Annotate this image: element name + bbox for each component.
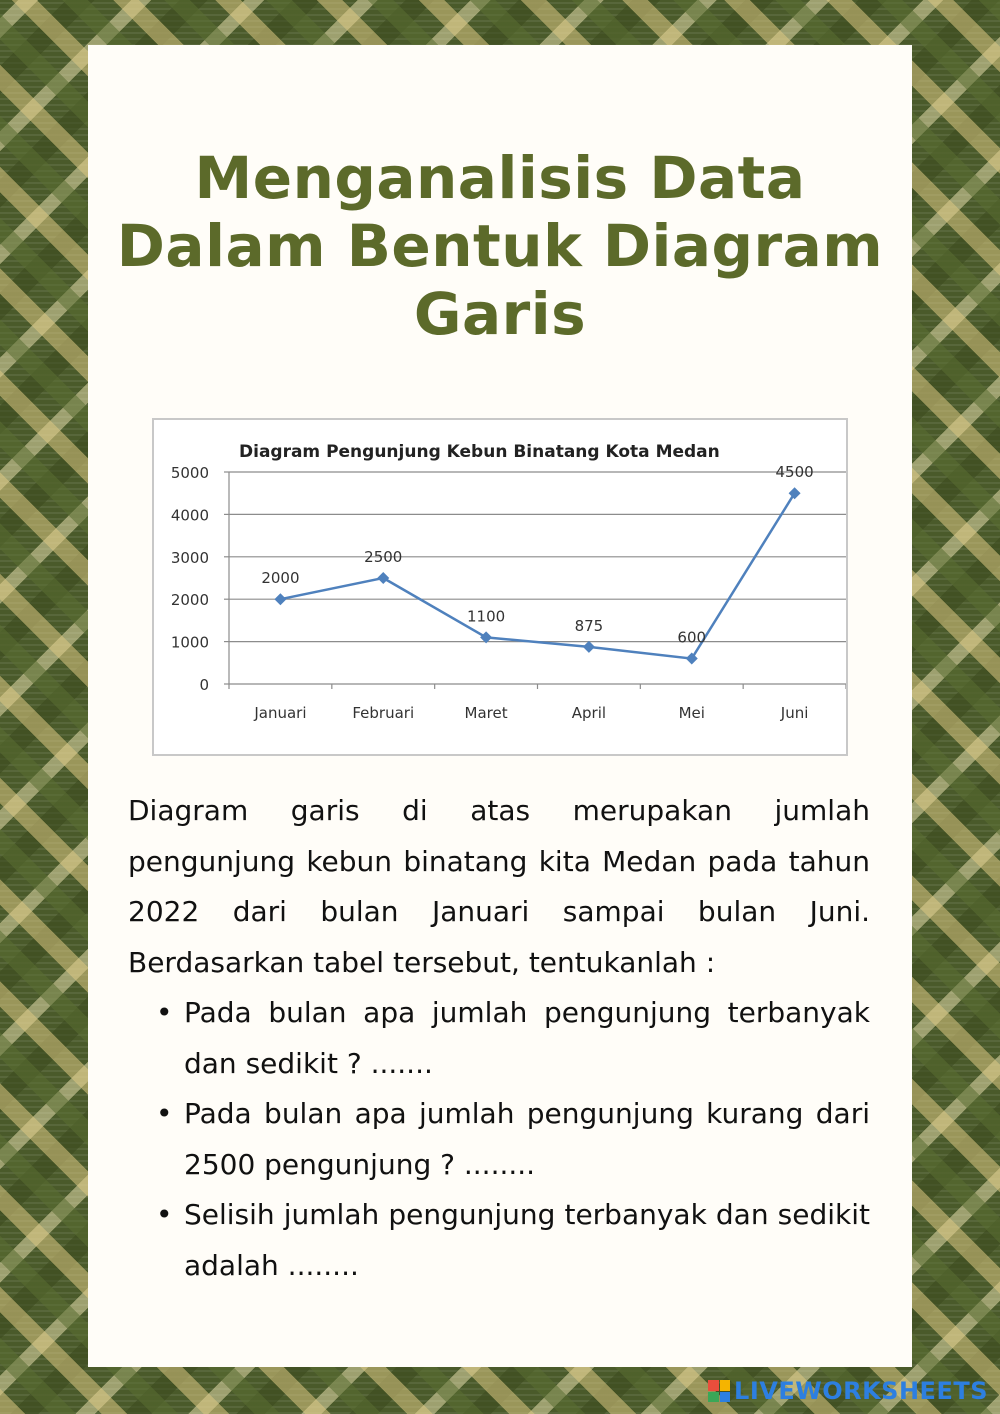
data-label: 2500: [364, 548, 403, 566]
y-tick-label: 1000: [170, 633, 209, 652]
line-chart: [152, 418, 848, 756]
data-label: 600: [677, 628, 707, 647]
data-point: [377, 572, 389, 584]
x-tick-label: Juni: [780, 704, 809, 722]
title-line-1: Menganalisis Data: [194, 144, 806, 212]
x-tick-label: Januari: [254, 704, 307, 722]
chart-title: Diagram Pengunjung Kebun Binatang Kota Medan: [239, 442, 720, 462]
data-point: [583, 641, 595, 653]
liveworksheets-footer[interactable]: [708, 1376, 988, 1406]
data-label: 1100: [466, 607, 506, 626]
y-tick-label: 3000: [170, 548, 209, 567]
data-label: 4500: [775, 463, 814, 482]
title-line-3: Garis: [413, 280, 587, 348]
question-item: • Pada bulan apa jumlah pengunjung terbanyak dan sedikit ? .......: [184, 988, 870, 1089]
x-axis-ticks: [253, 704, 808, 722]
data-point: [686, 653, 698, 665]
y-tick-label: 5000: [170, 464, 209, 482]
chart-axes: [224, 472, 846, 689]
x-tick-label: April: [571, 704, 607, 722]
series-line: [280, 493, 794, 658]
worksheet-body: [128, 786, 870, 1291]
x-tick-label: Februari: [352, 704, 415, 722]
instruction-paragraph: Diagram garis di atas merupakan jumlah pengunjung kebun binatang kita Medan pada tahun 2022 dari bulan Januari sampai bulan Juni. Berdasarkan tabel tersebut, tentukanlah :: [128, 794, 870, 979]
question-item: • Selisih jumlah pengunjung terbanyak dan sedikit adalah ........: [184, 1190, 870, 1291]
y-tick-label: 2000: [170, 591, 209, 610]
y-tick-label: 0: [199, 676, 209, 694]
x-tick-label: Maret: [464, 704, 508, 722]
question-list: [128, 988, 870, 1291]
footer-brand: LIVEWORKSHEETS: [734, 1377, 988, 1405]
y-tick-label: 4000: [170, 506, 209, 525]
x-tick-label: Mei: [678, 704, 705, 722]
question-item: • Pada bulan apa jumlah pengunjung kurang dari 2500 pengunjung ? ........: [184, 1089, 870, 1190]
title-line-2: Dalam Bentuk Diagram: [116, 212, 884, 280]
worksheet-title: [0, 144, 1000, 348]
data-label: 875: [574, 616, 604, 635]
chart-gridlines: [229, 472, 846, 642]
data-label: 2000: [261, 569, 300, 588]
y-axis-ticks: [171, 464, 209, 694]
liveworksheets-logo-icon: [708, 1380, 730, 1402]
data-labels: [261, 463, 813, 646]
data-point: [789, 487, 801, 499]
line-chart-svg: [154, 420, 846, 754]
data-point: [274, 593, 286, 605]
